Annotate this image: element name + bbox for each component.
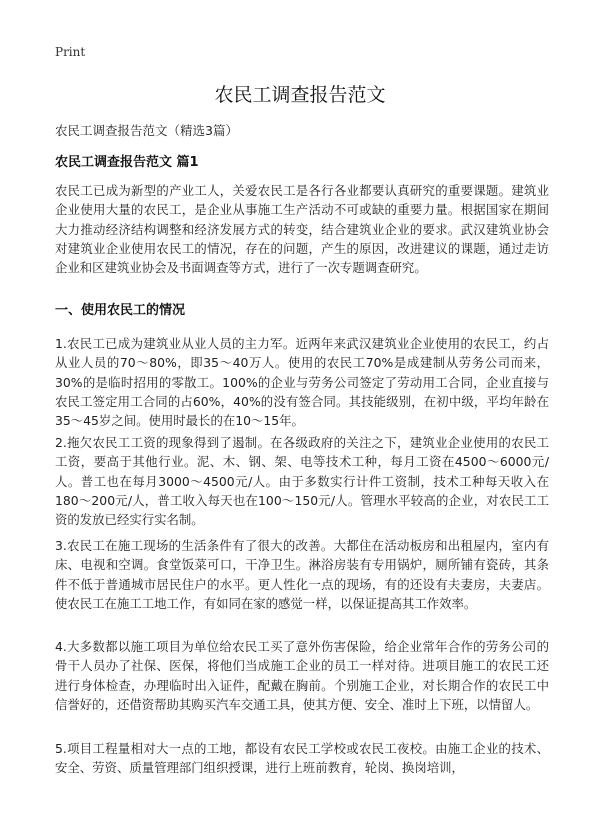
list-item-5: 5.项目工程量相对大一点的工地，都设有农民工学校或农民工夜校。由施工企业的技术、安全、劳资、质量管理部门组织授课，进行上班前教育，轮岗、换岗培训， bbox=[55, 741, 549, 776]
heading-usage: 一、使用农民工的情况 bbox=[55, 303, 186, 318]
list-item-2: 2.拖欠农民工工资的现象得到了遏制。在各级政府的关注之下，建筑业企业使用的农民工工资，要高于其他行业。泥、木、钢、架、电等技术工种，每月工资在4500～6000元/人。普工也在每月3000～4500元/人。由于多数实行计件工资制，技术工种每天收入在180～200元/人，普工收入每天也在100～150元/人。管理水平较高的企业，对农民工工资的发放已经实行实名制。 bbox=[55, 435, 549, 528]
print-label: Print bbox=[55, 45, 86, 59]
list-item-4: 4.大多数都以施工项目为单位给农民工买了意外伤害保险，给企业常年合作的劳务公司的骨干人员办了社保、医保，将他们当成施工企业的员工一样对待。进项目施工的农民工还进行身体检查，办理临时出入证件，配戴在胸前。个别施工企业，对长期合作的农民工中信誉好的，还借资帮助其购买汽车交通工具，使其方便、安全、准时上下班，以情留人。 bbox=[55, 639, 549, 712]
document-subtitle: 农民工调查报告范文（精选3篇） bbox=[55, 123, 238, 138]
intro-paragraph: 农民工已成为新型的产业工人，关爱农民工是各行各业都要认真研究的重要课题。建筑业企业使用大量的农民工，是企业从事施工生产活动不可或缺的重要力量。根据国家在期间大力推动经济结构调整和经济发展方式的转变，结合建筑业企业的要求。武汉建筑业协会对建筑业企业使用农民工的情况，存在的问题，产生的原因，改进建议的课题，通过走访企业和区建筑业协会及书面调查等方式，进行了一次专题调查研究。 bbox=[55, 183, 549, 276]
document-title: 农民工调查报告范文 bbox=[214, 84, 386, 106]
list-item-1: 1.农民工已成为建筑业从业人员的主力军。近两年来武汉建筑业企业使用的农民工，约占从业人员的70～80%，即35～40万人。使用的农民工70%是成建制从劳务公司而来，30%的是临时招用的零散工。100%的企业与劳务公司签定了劳动用工合同，企业直接与农民工签定用工合同的占60%，40%的没有签合同。其技能级别，在初中级，平均年龄在35～45岁之间。使用时最长的在10～15年。 bbox=[55, 336, 549, 429]
list-item-3: 3.农民工在施工现场的生活条件有了很大的改善。大都住在活动板房和出租屋内，室内有床、电视和空调。食堂饭菜可口，干净卫生。淋浴房装有专用锅炉，厕所铺有瓷砖，其条件不低于普通城市居民住户的水平。更人性化一点的现场，有的还设有夫妻房，夫妻店。使农民工在施工工地工作，有如同在家的感觉一样，以保证提高其工作效率。 bbox=[55, 538, 549, 611]
section-title: 农民工调查报告范文 篇1 bbox=[55, 155, 199, 170]
